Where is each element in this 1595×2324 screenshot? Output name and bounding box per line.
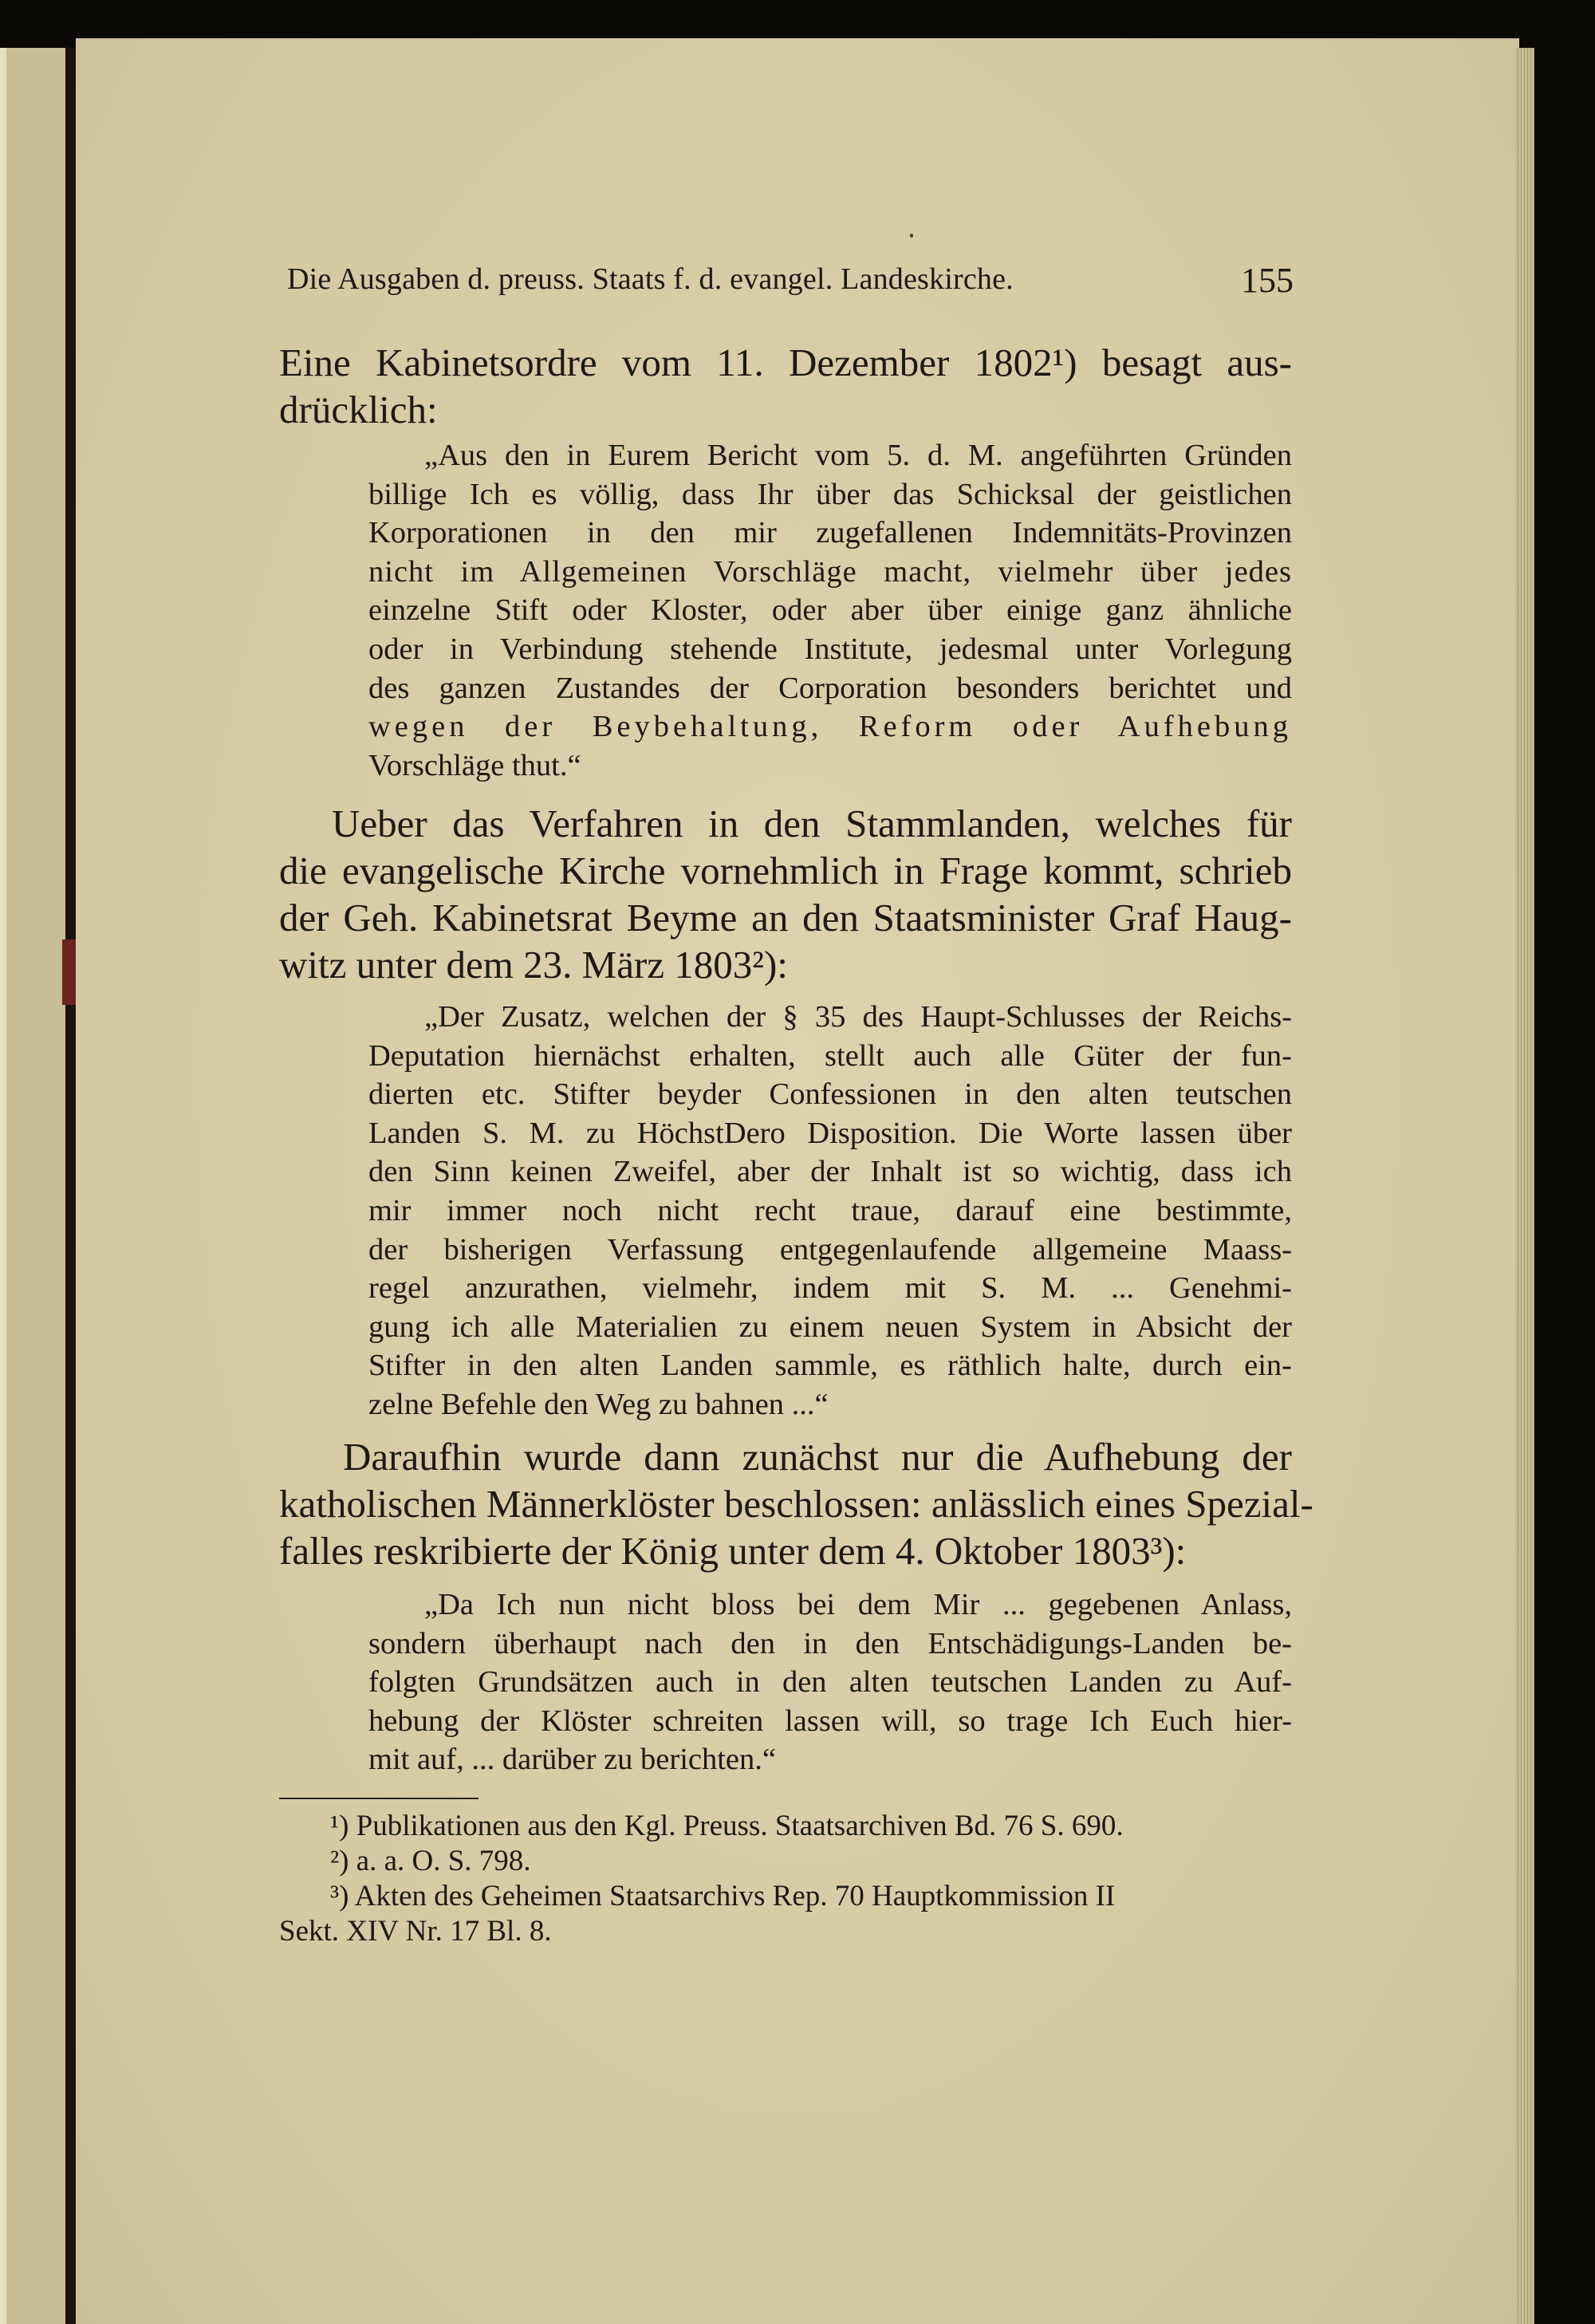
quote-line: Deputation hiernächst erhalten, stellt auch alle Güter der fun- xyxy=(368,1038,1292,1073)
text-line: drücklich: xyxy=(279,388,438,431)
text-line: witz unter dem 23. März 1803²): xyxy=(279,943,788,987)
quote-line: wegen der Beybehaltung, Reform oder Aufhebung xyxy=(368,710,1292,744)
footnote-3: ³) Akten des Geheimen Staatsarchivs Rep. 70 Hauptkommission II xyxy=(330,1880,1116,1912)
page-number: 155 xyxy=(1241,261,1294,300)
paragraph-aufhebung xyxy=(279,1433,1313,1574)
text-line: katholischen Männerklöster beschlossen: anlässlich eines Spezial- xyxy=(279,1482,1313,1526)
paragraph-stammlanden xyxy=(279,800,1292,988)
quote-line: „Da Ich nun nicht bloss bei dem Mir ... gegebenen Anlass, xyxy=(424,1588,1292,1621)
quote-line: dierten etc. Stifter beyder Confessionen in den alten teutschen xyxy=(368,1077,1292,1112)
text-line: der Geh. Kabinetsrat Beyme an den Staatsminister Graf Haug- xyxy=(279,896,1292,939)
quote-line: nicht im Allgemeinen Vorschläge macht, vielmehr über jedes xyxy=(368,554,1292,589)
quote-line: oder in Verbindung stehende Institute, jedesmal unter Vorlegung xyxy=(368,632,1292,666)
quote-line: „Aus den in Eurem Bericht vom 5. d. M. angeführten Gründen xyxy=(424,439,1292,472)
quote-line: den Sinn keinen Zweifel, aber der Inhalt ist so wichtig, dass ich xyxy=(368,1155,1292,1189)
quote-line: hebung der Klöster schreiten lassen will, so trage Ich Euch hier- xyxy=(368,1704,1292,1738)
quote-koenig xyxy=(368,1585,1292,1779)
quote-line: der bisherigen Verfassung entgegenlaufende allgemeine Maass- xyxy=(368,1232,1292,1266)
quote-line: regel anzurathen, vielmehr, indem mit S. M. ... Genehmi- xyxy=(368,1271,1292,1306)
quote-line: Landen S. M. zu HöchstDero Disposition. Die Worte lassen über xyxy=(368,1116,1292,1150)
print-speck xyxy=(910,234,913,238)
quote-line: des ganzen Zustandes der Corporation besonders berichtet und xyxy=(368,671,1292,705)
quote-beyme xyxy=(368,998,1292,1424)
footnote-rule xyxy=(279,1798,478,1799)
text-line: Eine Kabinetsordre vom 11. Dezember 1802¹) besagt aus- xyxy=(279,341,1292,384)
quote-line: Korporationen in den mir zugefallenen Indemnitäts-Provinzen xyxy=(368,516,1292,550)
text-line: falles reskribierte der König unter dem 4. Oktober 1803³): xyxy=(279,1529,1187,1573)
footnotes xyxy=(279,1809,1292,1949)
quote-line: mit auf, ... darüber zu berichten.“ xyxy=(368,1743,776,1777)
quote-line: einzelne Stift oder Kloster, oder aber über einige ganz ähnliche xyxy=(368,593,1292,628)
quote-line: Vorschläge thut.“ xyxy=(368,748,581,782)
footnote-3-continued: Sekt. XIV Nr. 17 Bl. 8. xyxy=(279,1915,552,1948)
quote-line: „Der Zusatz, welchen der § 35 des Haupt-Schlusses der Reichs- xyxy=(424,1000,1292,1034)
quote-kabinetsordre xyxy=(368,436,1292,785)
text-line: Daraufhin wurde dann zunächst nur die Aufhebung der xyxy=(343,1435,1292,1479)
quote-line: gung ich alle Materialien zu einem neuen System in Absicht der xyxy=(368,1310,1292,1344)
quote-line: sondern überhaupt nach den in den Entschädigungs-Landen be- xyxy=(368,1626,1292,1660)
quote-line: billige Ich es völlig, dass Ihr über das Schicksal der geistlichen xyxy=(368,477,1292,511)
running-header: Die Ausgaben d. preuss. Staats f. d. evangel. Landeskirche. xyxy=(287,262,1014,296)
quote-line: mir immer noch nicht recht traue, darauf eine bestimmte, xyxy=(368,1193,1292,1227)
footnote-1: ¹) Publikationen aus den Kgl. Preuss. Staatsarchiven Bd. 76 S. 690. xyxy=(330,1810,1124,1842)
quote-line: zelne Befehle den Weg zu bahnen ...“ xyxy=(368,1387,829,1421)
text-line: Ueber das Verfahren in den Stammlanden, welches für xyxy=(332,802,1292,845)
quote-line: Stifter in den alten Landen sammle, es räthlich halte, durch ein- xyxy=(368,1349,1292,1383)
quote-line: folgten Grundsätzen auch in den alten teutschen Landen zu Auf- xyxy=(368,1665,1292,1700)
intro-paragraph xyxy=(279,339,1292,433)
footnote-2: ²) a. a. O. S. 798. xyxy=(330,1845,531,1877)
text-line: die evangelische Kirche vornehmlich in Frage kommt, schrieb xyxy=(279,849,1292,892)
